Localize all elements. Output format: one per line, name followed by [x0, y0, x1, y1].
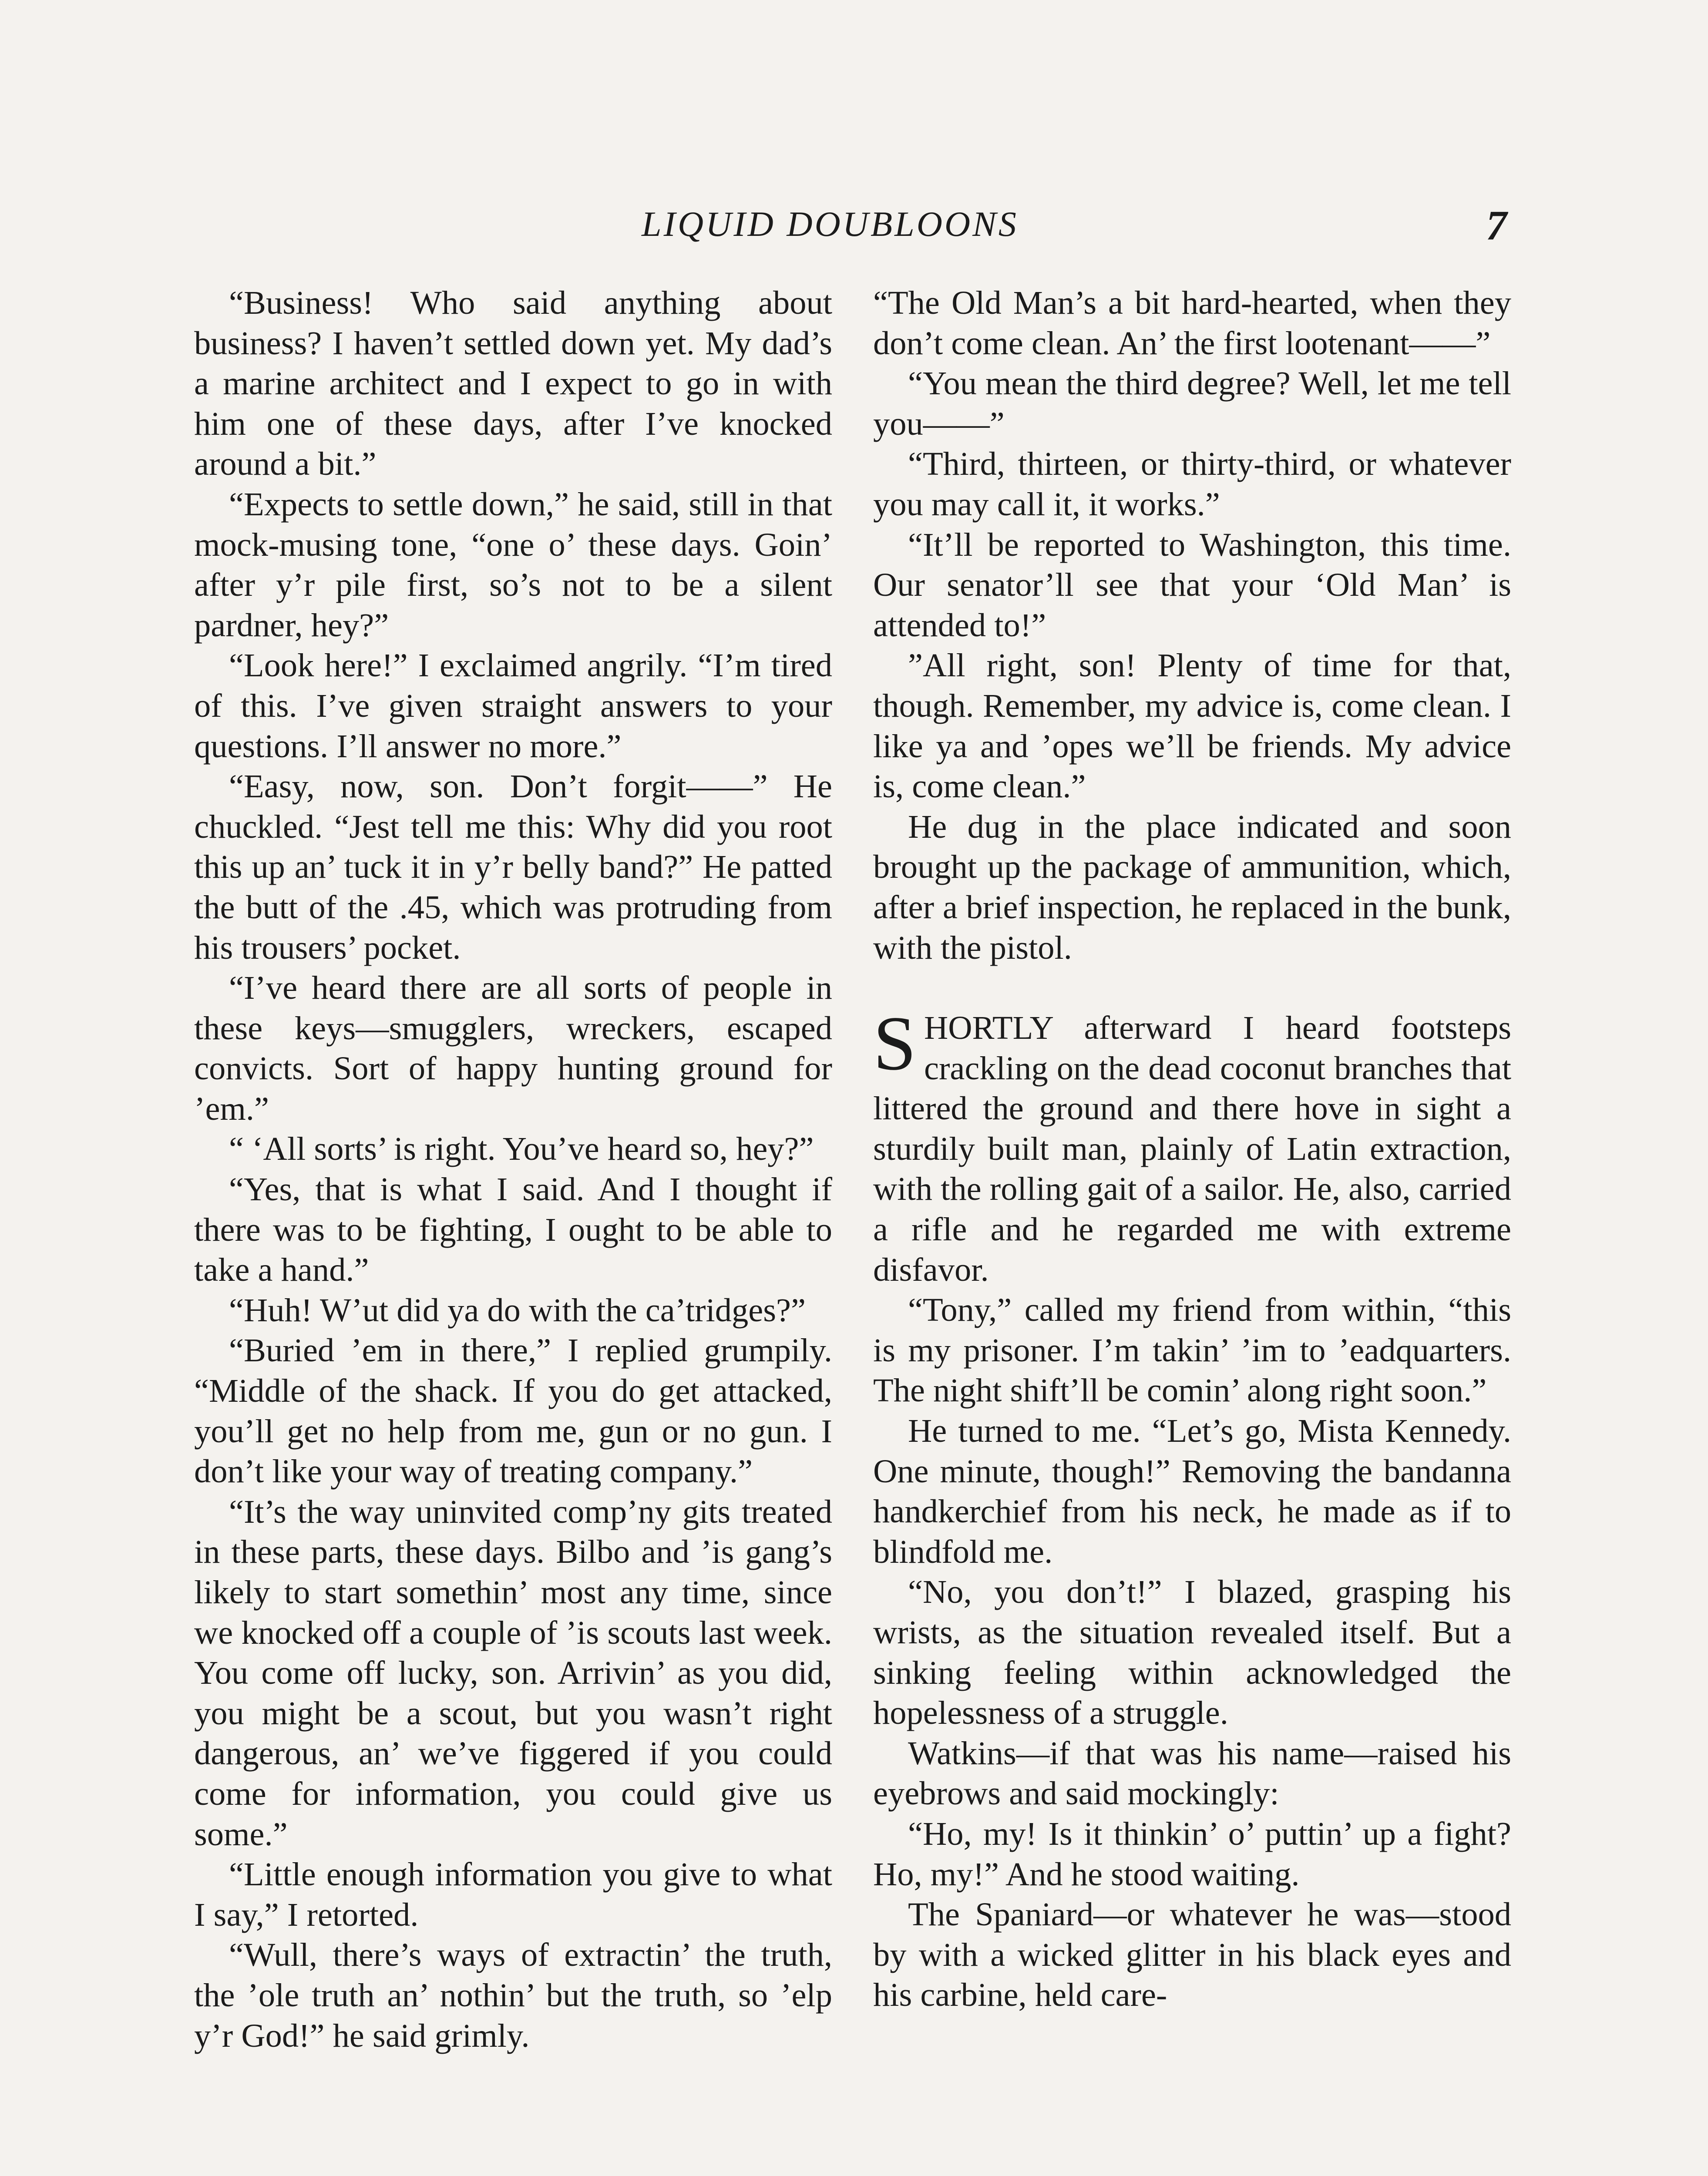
- paragraph: “Expects to settle down,” he said, still in that mock-musing tone, “one o’ these days. Goin’ after y’r pile first, so’s not to be a silent pardner, hey?”: [194, 485, 832, 644]
- page-number: 7: [1486, 202, 1507, 248]
- paragraph: “ ‘All sorts’ is right. You’ve heard so, hey?”: [229, 1130, 814, 1168]
- section-start-paragraph: [873, 1000, 1511, 1290]
- paragraph: “Yes, that is what I said. And I thought if there was to be fighting, I ought to be able to take a hand.”: [194, 1171, 832, 1289]
- page-header: [0, 204, 1708, 252]
- running-title: LIQUID DOUBLOONS: [642, 204, 1019, 244]
- paragraph: “Huh! W’ut did ya do with the ca’tridges?”: [229, 1291, 806, 1329]
- paragraph: “Easy, now, son. Don’t forgit——” He chuckled. “Jest tell me this: Why did you root this up an’ tuck it in y’r belly band?” He patted the butt of the .45, which was protruding from his trousers’ pocket.: [194, 768, 832, 966]
- drop-cap: S: [873, 1000, 916, 1087]
- paragraph: “Ho, my! Is it thinkin’ o’ puttin’ up a fight? Ho, my!” And he stood waiting.: [873, 1815, 1511, 1893]
- paragraph: “Buried ’em in there,” I replied grumpily. “Middle of the shack. If you do get attacked, you’ll get no help from me, gun or no gun. I don’t like your way of treating company.”: [194, 1332, 832, 1490]
- left-column: [194, 283, 832, 2056]
- paragraph: “Tony,” called my friend from within, “this is my prisoner. I’m takin’ ’im to ’eadquarters. The night shift’ll be comin’ along right soon.”: [873, 1291, 1511, 1409]
- paragraph: He turned to me. “Let’s go, Mista Kennedy. One minute, though!” Removing the bandanna handkerchief from his neck, he made as if to blindfold me.: [873, 1412, 1511, 1570]
- paragraph: “Wull, there’s ways of extractin’ the truth, the ’ole truth an’ nothin’ but the truth, so ’elp y’r God!” he said grimly.: [194, 1936, 832, 2054]
- paragraph: He dug in the place indicated and soon brought up the package of ammunition, which, after a brief inspection, he replaced in the bunk, with the pistol.: [873, 808, 1511, 966]
- paragraph: “No, you don’t!” I blazed, grasping his wrists, as the situation revealed itself. But a sinking feeling within acknowledged the hopelessness of a struggle.: [873, 1573, 1511, 1732]
- paragraph: “It’s the way uninvited comp’ny gits treated in these parts, these days. Bilbo and ’is gang’s likely to start somethin’ most any time, since we knocked off a couple of ’is scouts last week. You come off lucky, son. Arrivin’ as you did, you might be a scout, but you wasn’t right dangerous, an’ we’ve figgered if you could come for information, you could give us some.”: [194, 1493, 832, 1853]
- paragraph: “It’ll be reported to Washington, this time. Our senator’ll see that your ‘Old Man’ is attended to!”: [873, 526, 1511, 644]
- paragraph: “Little enough information you give to what I say,” I retorted.: [194, 1856, 832, 1933]
- paragraph: The Spaniard—or whatever he was—stood by with a wicked glitter in his black eyes and his carbine, held care-: [873, 1896, 1511, 2014]
- paragraph: “Third, thirteen, or thirty-third, or whatever you may call it, it works.”: [873, 445, 1511, 523]
- right-column: [873, 283, 1511, 2015]
- paragraph: “Business! Who said anything about business? I haven’t settled down yet. My dad’s a marine architect and I expect to go in with him one of these days, after I’ve knocked around a bit.”: [194, 284, 832, 483]
- paragraph: “I’ve heard there are all sorts of people in these keys—smugglers, wreckers, escaped convicts. Sort of happy hunting ground for ’em.”: [194, 969, 832, 1127]
- paragraph: “The Old Man’s a bit hard-hearted, when they don’t come clean. An’ the first lootenant——”: [873, 284, 1511, 362]
- paragraph: Watkins—if that was his name—raised his eyebrows and said mockingly:: [873, 1734, 1511, 1812]
- paragraph: ”All right, son! Plenty of time for that, though. Remember, my advice is, come clean. I like ya and ’opes we’ll be friends. My advice is, come clean.”: [873, 647, 1511, 805]
- section-first-paragraph-text: HORTLY afterward I heard footsteps crackling on the dead coconut branches that littered the ground and there hove in sight a sturdily built man, plainly of Latin extraction, with the rolling gait of a sailor. He, also, carried a rifle and he regarded me with extreme disfavor.: [873, 1009, 1511, 1288]
- paragraph: “Look here!” I exclaimed angrily. “I’m tired of this. I’ve given straight answers to your questions. I’ll answer no more.”: [194, 647, 832, 765]
- paragraph: “You mean the third degree? Well, let me tell you——”: [873, 365, 1511, 442]
